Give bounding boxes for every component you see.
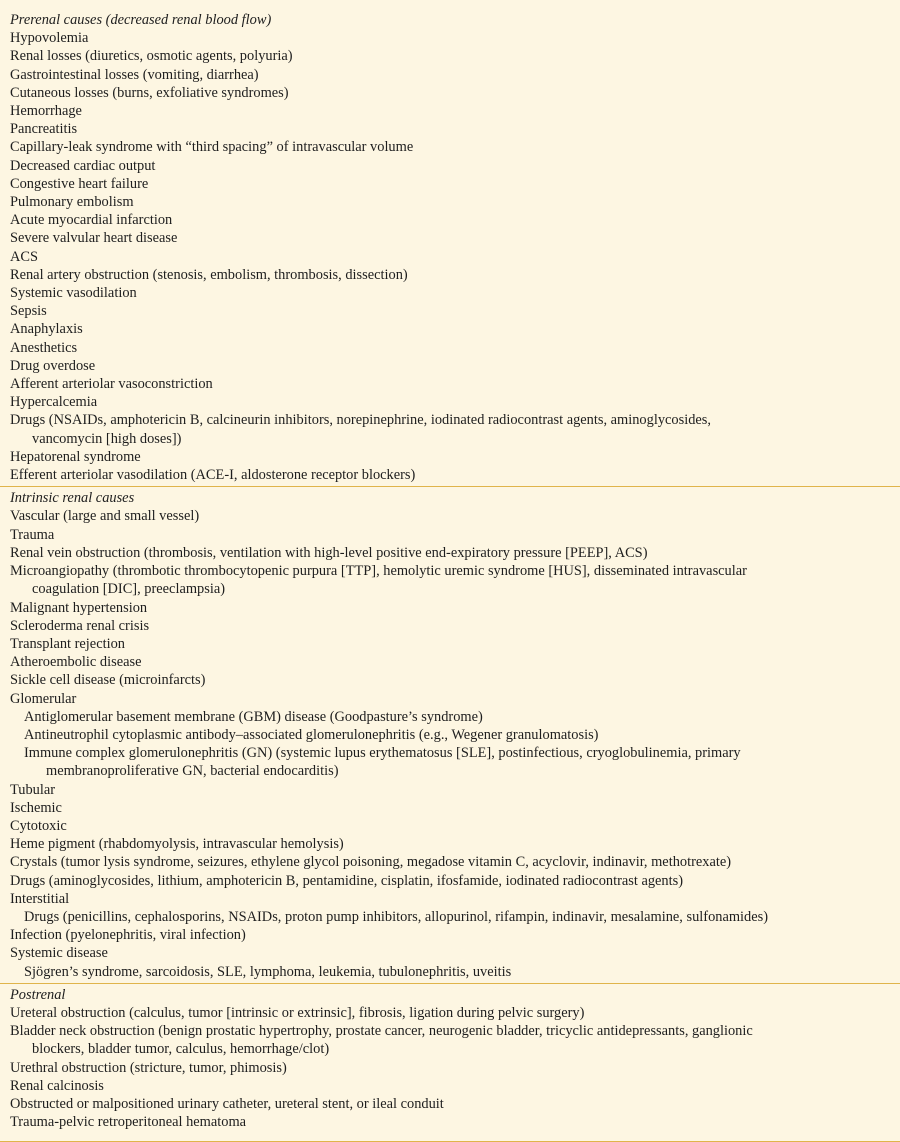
list-item: Heme pigment (rhabdomyolysis, intravascular hemolysis) xyxy=(10,836,344,853)
list-item: Crystals (tumor lysis syndrome, seizures, ethylene glycol poisoning, megadose vitamin C, acyclovir, indinavir, methotrexate) xyxy=(10,854,732,871)
list-item: Vascular (large and small vessel) xyxy=(10,508,200,525)
list-subitem: Sjögren’s syndrome, sarcoidosis, SLE, lymphoma, leukemia, tubulonephritis, uveitis xyxy=(24,963,512,980)
list-item: Congestive heart failure xyxy=(10,175,149,192)
list-subitem: Immune complex glomerulonephritis (GN) (systemic lupus erythematosus [SLE], postinfectious, cryoglobulinemia, primary xyxy=(24,745,741,762)
list-item: Drugs (NSAIDs, amphotericin B, calcineurin inhibitors, norepinephrine, iodinated radiocontrast agents, aminoglycosides, xyxy=(10,412,711,429)
list-item: Hypovolemia xyxy=(10,30,89,47)
list-item-continuation: vancomycin [high doses]) xyxy=(32,430,182,447)
list-item: Obstructed or malpositioned urinary catheter, ureteral stent, or ileal conduit xyxy=(10,1095,444,1112)
list-item: Renal losses (diuretics, osmotic agents, polyuria) xyxy=(10,48,293,65)
list-item: Acute myocardial infarction xyxy=(10,212,173,229)
list-item: Urethral obstruction (stricture, tumor, phimosis) xyxy=(10,1059,287,1076)
list-item: Sickle cell disease (microinfarcts) xyxy=(10,672,206,689)
list-item: Bladder neck obstruction (benign prostatic hypertrophy, prostate cancer, neurogenic bladder, tricyclic antidepressants, ganglionic xyxy=(10,1023,753,1040)
list-item: Severe valvular heart disease xyxy=(10,230,178,247)
list-item: Drug overdose xyxy=(10,357,96,374)
list-item: Gastrointestinal losses (vomiting, diarrhea) xyxy=(10,66,259,83)
list-item: Glomerular xyxy=(10,690,77,707)
section-heading: Postrenal xyxy=(10,986,66,1003)
list-item: Interstitial xyxy=(10,890,70,907)
list-item: Tubular xyxy=(10,781,56,798)
section-postrenal xyxy=(0,983,900,1132)
list-item: Atheroembolic disease xyxy=(10,654,142,671)
list-subitem: Antineutrophil cytoplasmic antibody–associated glomerulonephritis (e.g., Wegener granulomatosis) xyxy=(24,726,599,743)
list-item-continuation: blockers, bladder tumor, calculus, hemorrhage/clot) xyxy=(32,1041,330,1058)
list-item: Anaphylaxis xyxy=(10,321,83,338)
list-item: Renal artery obstruction (stenosis, embolism, thrombosis, dissection) xyxy=(10,266,408,283)
list-item: Transplant rejection xyxy=(10,635,125,652)
list-item: Infection (pyelonephritis, viral infection) xyxy=(10,927,246,944)
list-item: Cutaneous losses (burns, exfoliative syndromes) xyxy=(10,84,289,101)
list-item: Pulmonary embolism xyxy=(10,194,134,211)
list-item: Systemic vasodilation xyxy=(10,285,137,302)
list-item: Anesthetics xyxy=(10,339,78,356)
list-subitem: Drugs (penicillins, cephalosporins, NSAIDs, proton pump inhibitors, allopurinol, rifampin, indinavir, mesalamine, sulfonamides) xyxy=(24,908,769,925)
section-heading: Prerenal causes (decreased renal blood flow) xyxy=(10,12,272,28)
list-item: Trauma-pelvic retroperitoneal hematoma xyxy=(10,1114,247,1131)
list-item: Sepsis xyxy=(10,303,47,320)
list-item: Renal vein obstruction (thrombosis, ventilation with high-level positive end-expiratory pressure [PEEP], ACS) xyxy=(10,544,648,561)
list-item: Drugs (aminoglycosides, lithium, amphotericin B, pentamidine, cisplatin, ifosfamide, iodinated radiocontrast agents) xyxy=(10,872,684,889)
list-item-continuation: coagulation [DIC], preeclampsia) xyxy=(32,581,225,598)
section-heading: Intrinsic renal causes xyxy=(10,490,135,507)
list-item: Malignant hypertension xyxy=(10,599,148,616)
list-item: Trauma xyxy=(10,526,55,543)
section-prerenal xyxy=(0,11,900,484)
list-item: Scleroderma renal crisis xyxy=(10,617,150,634)
list-item: Afferent arteriolar vasoconstriction xyxy=(10,376,213,393)
list-item: Cytotoxic xyxy=(10,817,67,834)
list-item: Hypercalcemia xyxy=(10,394,98,411)
list-item: Ischemic xyxy=(10,799,62,816)
list-item: Efferent arteriolar vasodilation (ACE-I, aldosterone receptor blockers) xyxy=(10,467,416,484)
list-item: Microangiopathy (thrombotic thrombocytopenic purpura [TTP], hemolytic uremic syndrome [HUS], disseminated intravascular xyxy=(10,563,747,580)
section-intrinsic-renal xyxy=(0,486,900,980)
list-item: Renal calcinosis xyxy=(10,1077,104,1094)
list-item: Decreased cardiac output xyxy=(10,157,156,174)
list-item: Systemic disease xyxy=(10,945,108,962)
list-item: Capillary-leak syndrome with “third spacing” of intravascular volume xyxy=(10,139,414,156)
list-item: ACS xyxy=(10,248,38,265)
list-item: Pancreatitis xyxy=(10,121,78,138)
list-subitem: Antiglomerular basement membrane (GBM) disease (Goodpasture’s syndrome) xyxy=(24,708,483,725)
list-subitem-continuation: membranoproliferative GN, bacterial endocarditis) xyxy=(46,763,339,780)
list-item: Hemorrhage xyxy=(10,103,82,120)
list-item: Ureteral obstruction (calculus, tumor [intrinsic or extrinsic], fibrosis, ligation during pelvic surgery) xyxy=(10,1004,585,1021)
list-item: Hepatorenal syndrome xyxy=(10,448,141,465)
